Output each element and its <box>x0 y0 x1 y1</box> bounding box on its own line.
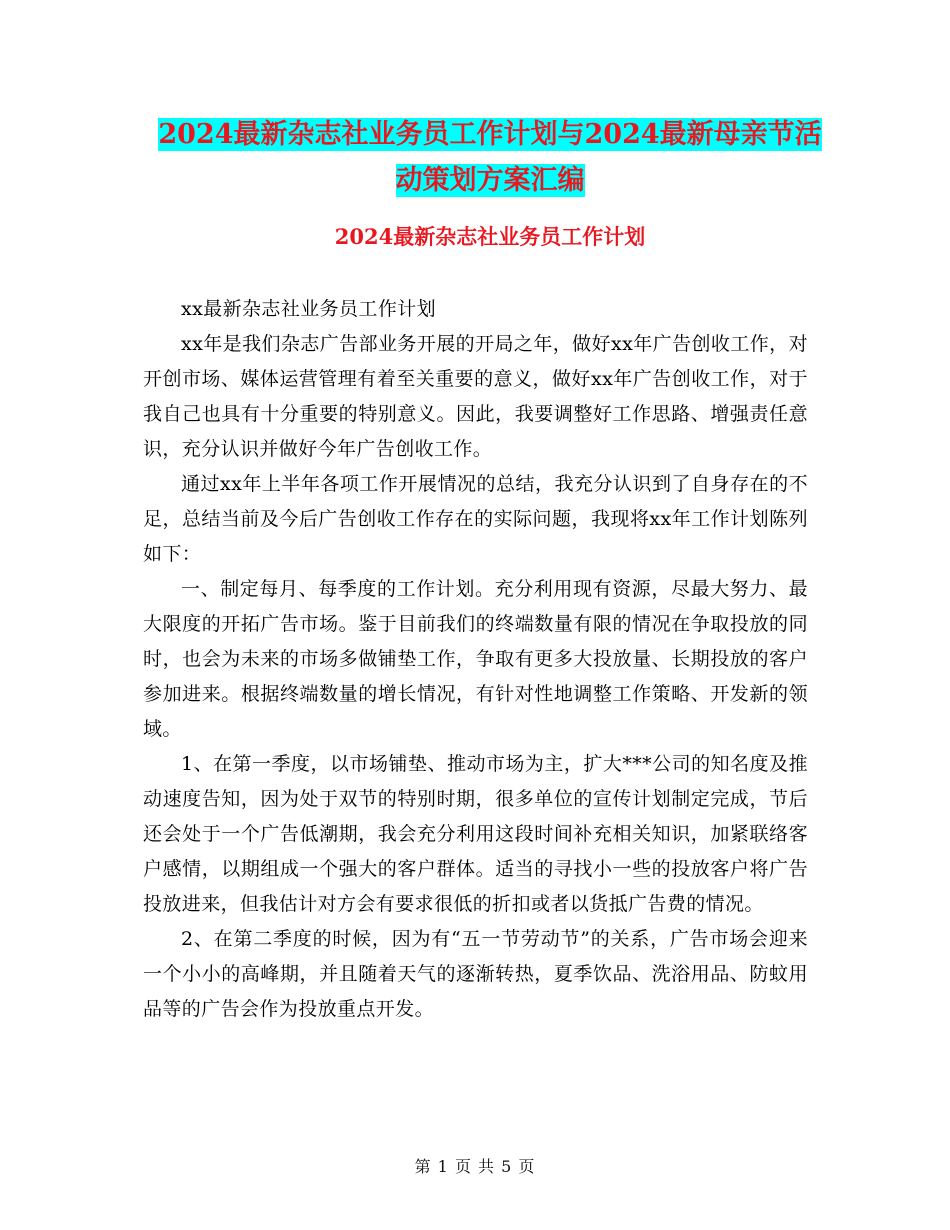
paragraph: xx最新杂志社业务员工作计划 <box>181 298 437 320</box>
paragraph: 1、在第一季度，以市场铺垫、推动市场为主，扩大***公司的知名度及推动速度告知，因为处于双节的特别时期，很多单位的宣传计划制定完成，节后还会处于一个广告低潮期，我会充分利用这段时间补充相关知识，加紧联络客户感情，以期组成一个强大的客户群体。适当的寻找小一些的投放客户将广告投放进来，但我估计对方会有要求很低的折扣或者以货抵广告费的情况。 <box>143 753 808 915</box>
document-title-line-1: 2024最新杂志社业务员工作计划与2024最新母亲节活 <box>158 119 822 150</box>
section-title: 2024最新杂志社业务员工作计划 <box>334 224 646 249</box>
document-title-line-2: 动策划方案汇编 <box>395 165 585 196</box>
paragraph: 一、制定每月、每季度的工作计划。充分利用现有资源，尽最大努力、最大限度的开拓广告市场。鉴于目前我们的终端数量有限的情况在争取投放的同时，也会为未来的市场多做铺垫工作，争取有更多大投放量、长期投放的客户参加进来。根据终端数量的增长情况，有针对性地调整工作策略、开发新的领域。 <box>143 578 808 740</box>
document-title <box>140 112 840 204</box>
paragraph: 通过xx年上半年各项工作开展情况的总结，我充分认识到了自身存在的不足，总结当前及今后广告创收工作存在的实际问题，我现将xx年工作计划陈列如下： <box>143 473 808 565</box>
page-footer: 第 1 页 共 5 页 <box>414 1157 536 1176</box>
document-body <box>143 292 808 1027</box>
paragraph: xx年是我们杂志广告部业务开展的开局之年，做好xx年广告创收工作，对开创市场、媒体运营管理有着至关重要的意义，做好xx年广告创收工作，对于我自己也具有十分重要的特别意义。因此，我要调整好工作思路、增强责任意识，充分认识并做好今年广告创收工作。 <box>143 333 808 460</box>
paragraph: 2、在第二季度的时候，因为有“五一节劳动节”的关系，广告市场会迎来一个小小的高峰期，并且随着天气的逐渐转热，夏季饮品、洗浴用品、防蚊用品等的广告会作为投放重点开发。 <box>143 928 808 1020</box>
